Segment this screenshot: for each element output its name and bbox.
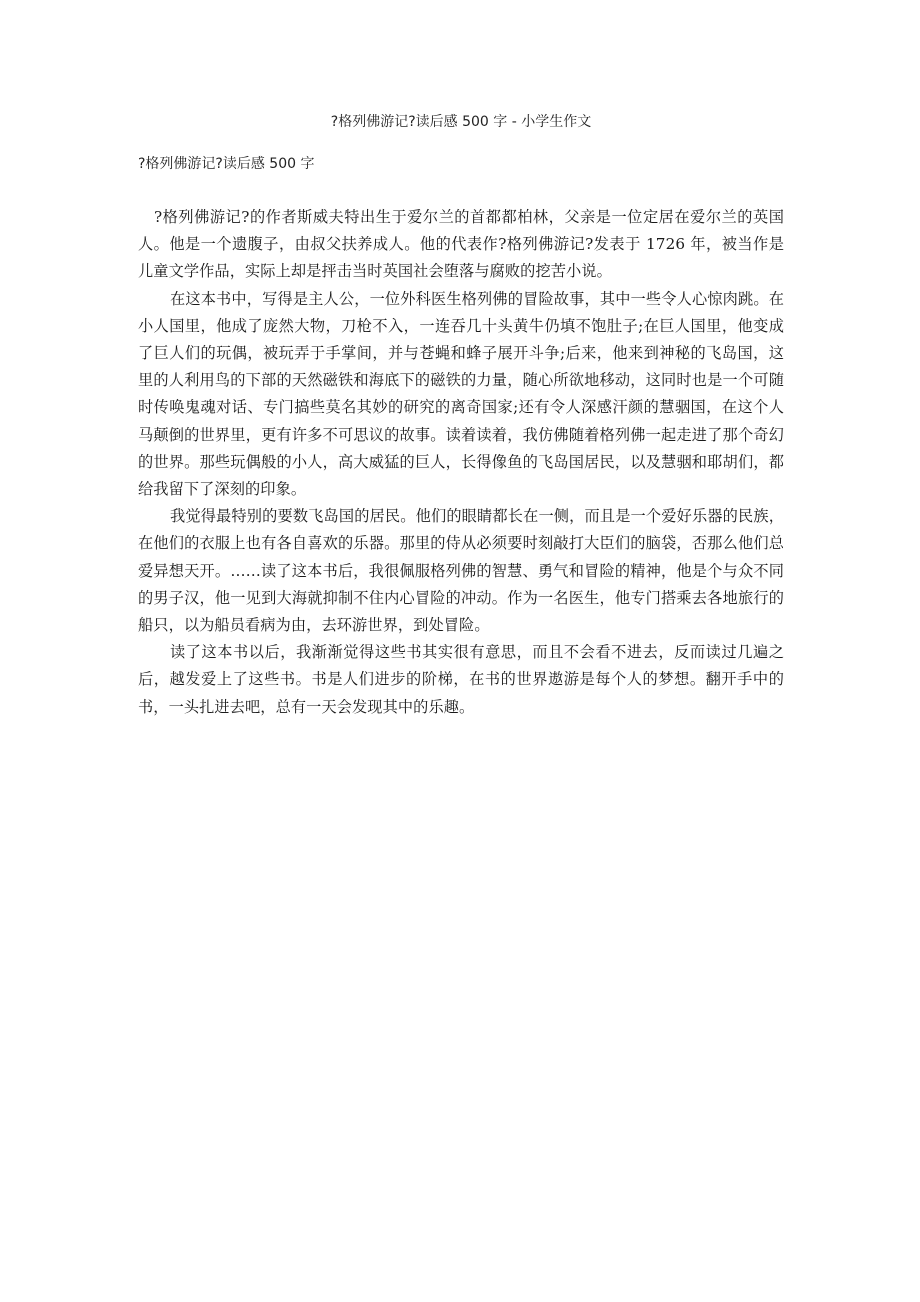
- paragraph-conclusion: 读了这本书以后，我渐渐觉得这些书其实很有意思，而且不会看不进去，反而读过几遍之后，越发爱上了这些书。书是人们进步的阶梯，在书的世界遨游是每个人的梦想。翻开手中的书，一头扎进去吧，总有一天会发现其中的乐趣。: [138, 643, 784, 716]
- paragraph-flying-island: 我觉得最特别的要数飞岛国的居民。他们的眼睛都长在一侧，而且是一个爱好乐器的民族，在他们的衣服上也有各自喜欢的乐器。那里的侍从必须要时刻敲打大臣们的脑袋，否那么他们总爱异想天开。……读了这本书后，我很佩服格列佛的智慧、勇气和冒险的精神，他是个与众不同的男子汉，他一见到大海就抑制不住内心冒险的冲动。作为一名医生，他专门搭乘去各地旅行的船只，以为船员看病为由，去环游世界，到处冒险。: [138, 507, 784, 635]
- document-page: [138, 112, 784, 721]
- document-body: [138, 204, 784, 721]
- document-subtitle: ?格列佛游记?读后感 500 字: [138, 156, 315, 172]
- document-title: ?格列佛游记?读后感 500 字 - 小学生作文: [330, 114, 592, 130]
- paragraph-author-intro: ?格列佛游记?的作者斯威夫特出生于爱尔兰的首都都柏林，父亲是一位定居在爱尔兰的英国人。他是一个遗腹子，由叔父扶养成人。他的代表作?格列佛游记?发表于 1726 年，被当作是儿童文学作品，实际上却是抨击当时英国社会堕落与腐败的挖苦小说。: [138, 208, 784, 281]
- paragraph-story-summary: 在这本书中，写得是主人公，一位外科医生格列佛的冒险故事，其中一些令人心惊肉跳。在小人国里，他成了庞然大物，刀枪不入，一连吞几十头黄牛仍填不饱肚子;在巨人国里，他变成了巨人们的玩偶，被玩弄于手掌间，并与苍蝇和蜂子展开斗争;后来，他来到神秘的飞岛国，这里的人利用鸟的下部的天然磁铁和海底下的磁铁的力量，随心所欲地移动，这同时也是一个可随时传唤鬼魂对话、专门搞些莫名其妙的研究的离奇国家;还有令人深感汗颜的慧骃国，在这个人马颠倒的世界里，更有许多不可思议的故事。读着读着，我仿佛随着格列佛一起走进了那个奇幻的世界。那些玩偶般的小人，高大威猛的巨人，长得像鱼的飞岛国居民，以及慧骃和耶胡们，都给我留下了深刻的印象。: [138, 289, 784, 499]
